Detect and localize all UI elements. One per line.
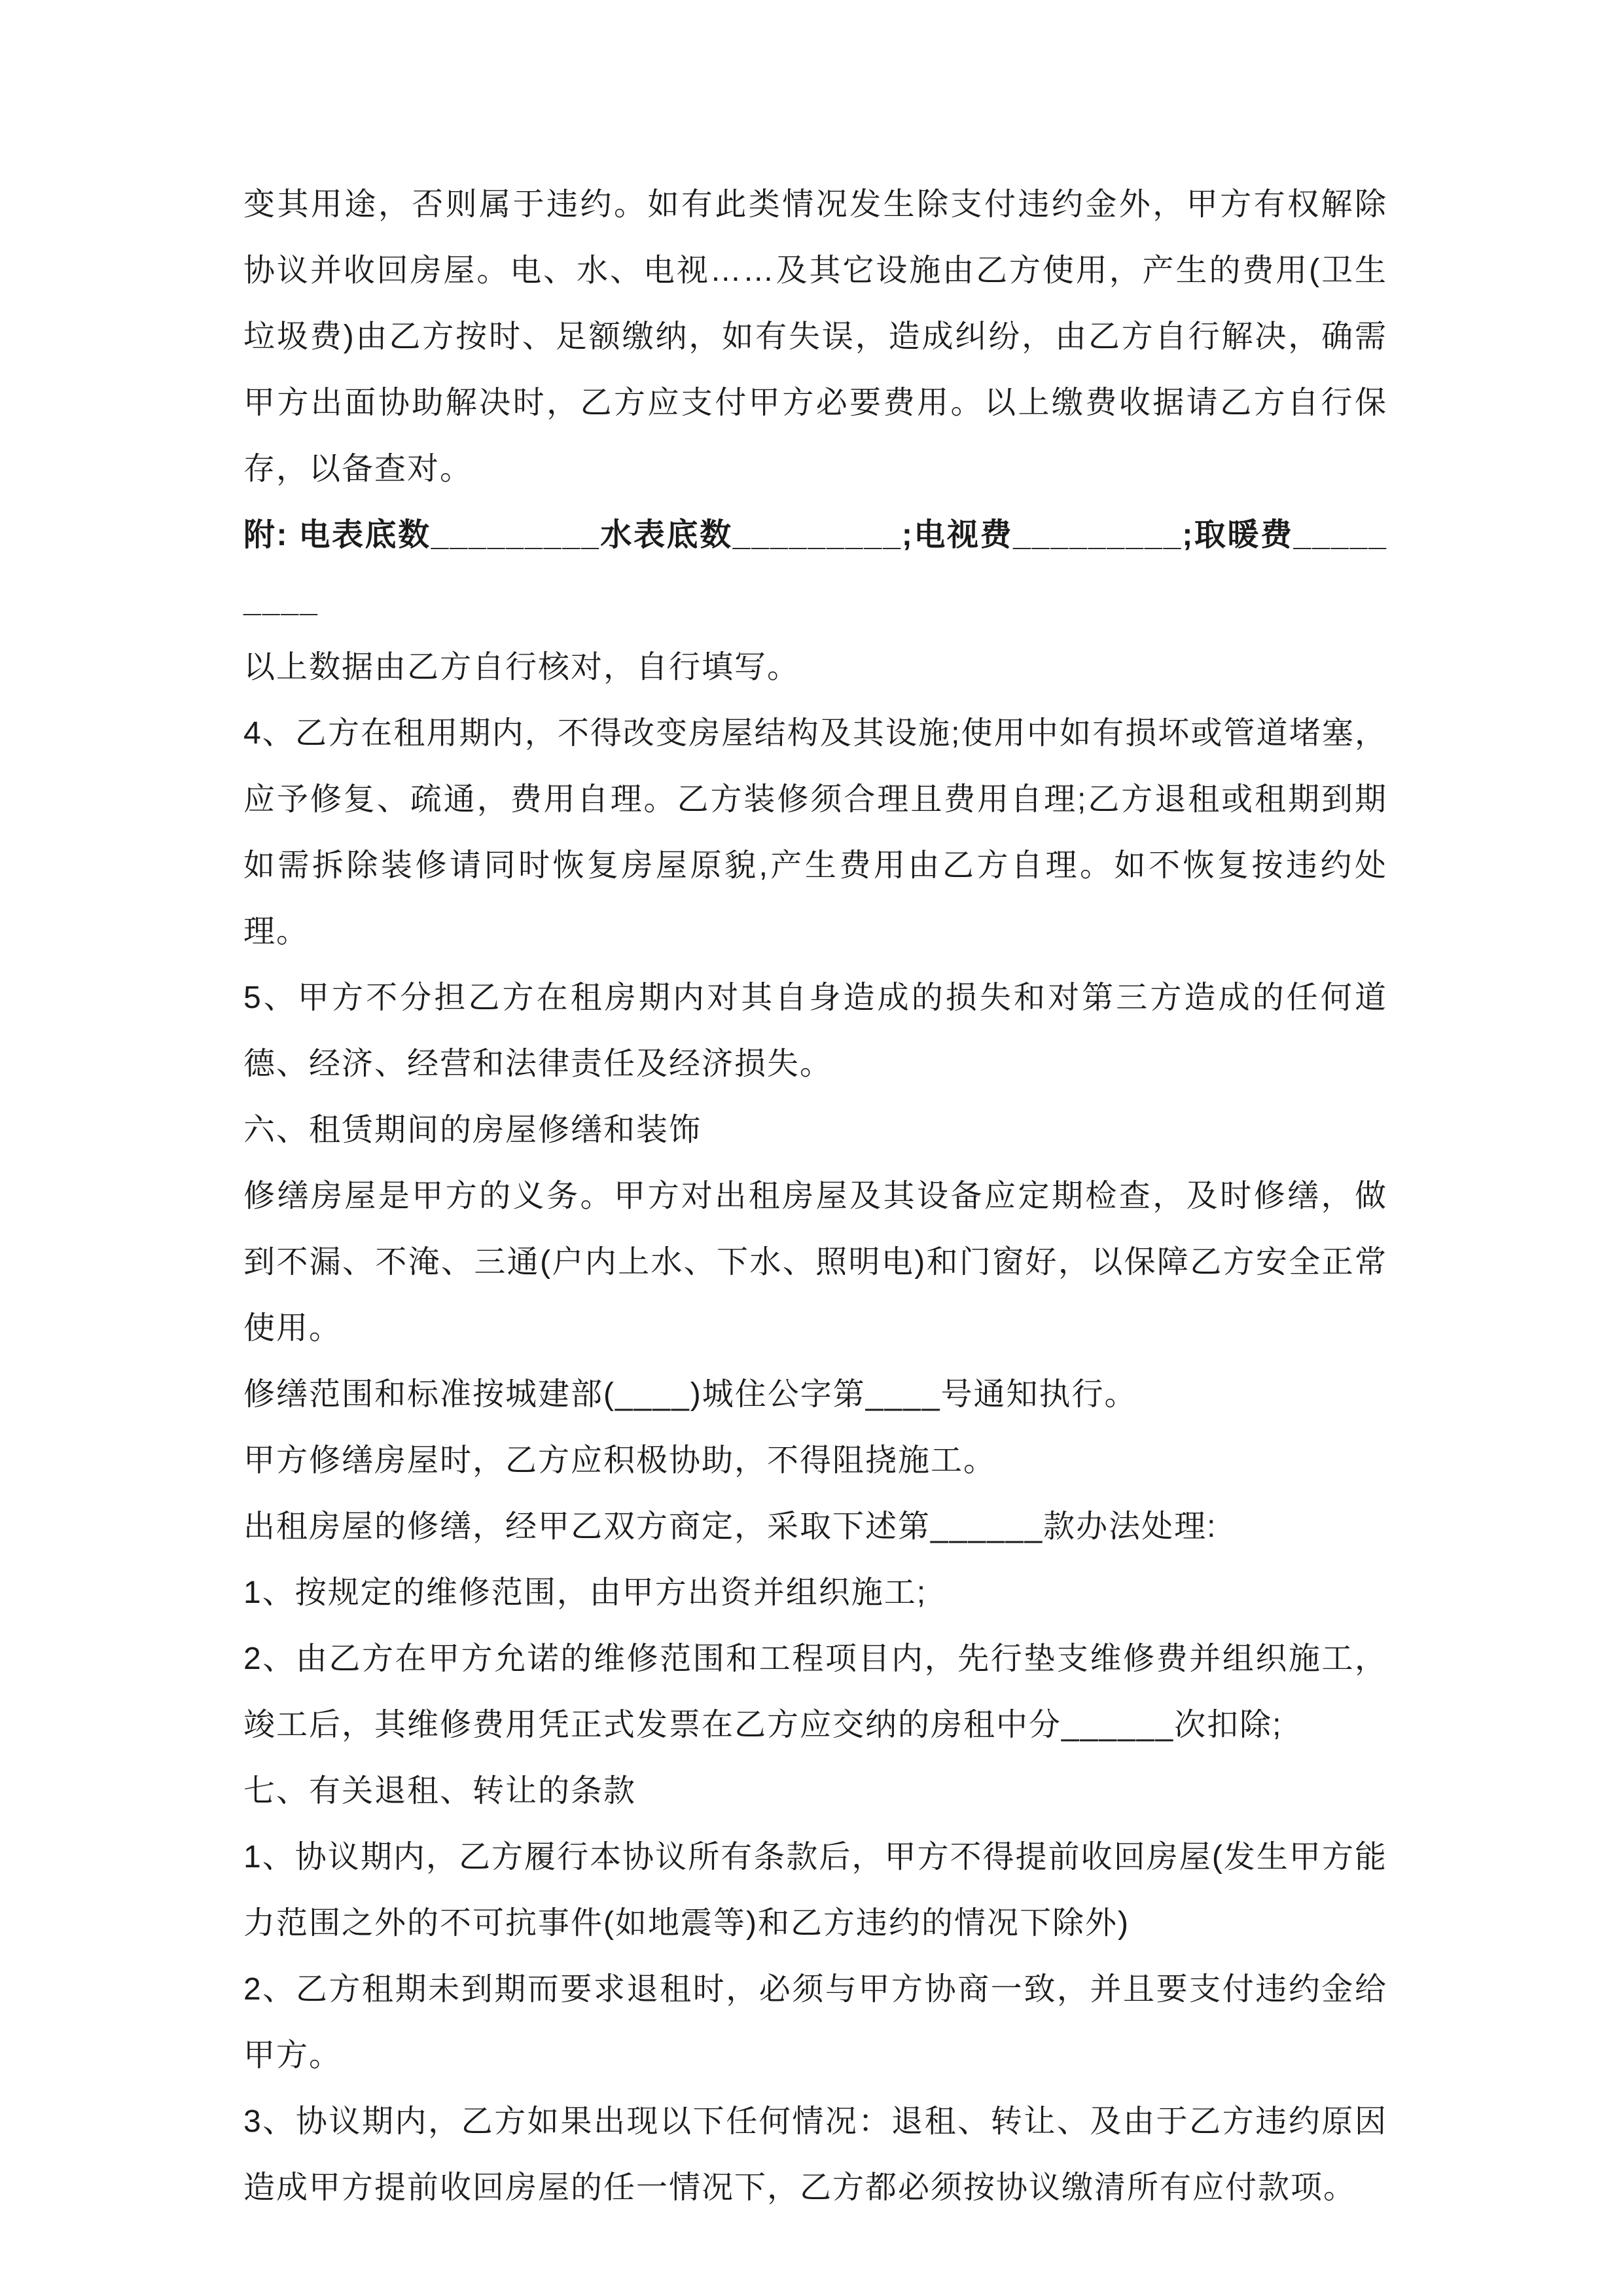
paragraph: 3、协议期内，乙方如果出现以下任何情况：退租、转让、及由于乙方违约原因造成甲方提前收回房屋的任一情况下，乙方都必须按协议缴清所有应付款项。 — [243, 2104, 1387, 2205]
paragraph: 4、乙方在租用期内，不得改变房屋结构及其设施;使用中如有损坏或管道堵塞，应予修复、疏通，费用自理。乙方装修须合理且费用自理;乙方退租或租期到期如需拆除装修请同时恢复房屋原貌,产生费用由乙方自理。如不恢复按违约处理。 — [243, 716, 1387, 949]
paragraph: 2、乙方租期未到期而要求退租时，必须与甲方协商一致，并且要支付违约金给甲方。 — [243, 1972, 1387, 2073]
paragraph: 附: 电表底数_________水表底数_________;电视费_________;取暖费_________ — [243, 518, 1387, 619]
paragraph: 1、按规定的维修范围，由甲方出资并组织施工; — [243, 1575, 927, 1610]
paragraph: 变其用途，否则属于违约。如有此类情况发生除支付违约金外，甲方有权解除协议并收回房屋。电、水、电视……及其它设施由乙方使用，产生的费用(卫生垃圾费)由乙方按时、足额缴纳，如有失误，造成纠纷，由乙方自行解决，确需甲方出面协助解决时，乙方应支付甲方必要费用。以上缴费收据请乙方自行保存，以备查对。 — [243, 187, 1387, 486]
document-body — [243, 171, 1387, 2221]
paragraph: 以上数据由乙方自行核对，自行填写。 — [243, 650, 800, 685]
paragraph: 5、甲方不分担乙方在租房期内对其自身造成的损失和对第三方造成的任何道德、经济、经营和法律责任及经济损失。 — [243, 980, 1387, 1081]
paragraph: 修缮房屋是甲方的义务。甲方对出租房屋及其设备应定期检查，及时修缮，做到不漏、不淹、三通(户内上水、下水、照明电)和门窗好，以保障乙方安全正常使用。 — [243, 1179, 1387, 1346]
paragraph: 1、协议期内，乙方履行本协议所有条款后，甲方不得提前收回房屋(发生甲方能力范围之外的不可抗事件(如地震等)和乙方违约的情况下除外) — [243, 1840, 1387, 1941]
paragraph: 修缮范围和标准按城建部(____)城住公字第____号通知执行。 — [243, 1377, 1137, 1412]
paragraph: 甲方修缮房屋时，乙方应积极协助，不得阻挠施工。 — [243, 1443, 997, 1478]
paragraph: 2、由乙方在甲方允诺的维修范围和工程项目内，先行垫支维修费并组织施工，竣工后，其维修费用凭正式发票在乙方应交纳的房租中分______次扣除; — [243, 1641, 1387, 1742]
paragraph: 七、有关退租、转让的条款 — [243, 1774, 637, 1808]
paragraph: 六、租赁期间的房屋修缮和装饰 — [243, 1113, 702, 1147]
paragraph: 出租房屋的修缮，经甲乙双方商定，采取下述第______款办法处理: — [243, 1509, 1217, 1544]
